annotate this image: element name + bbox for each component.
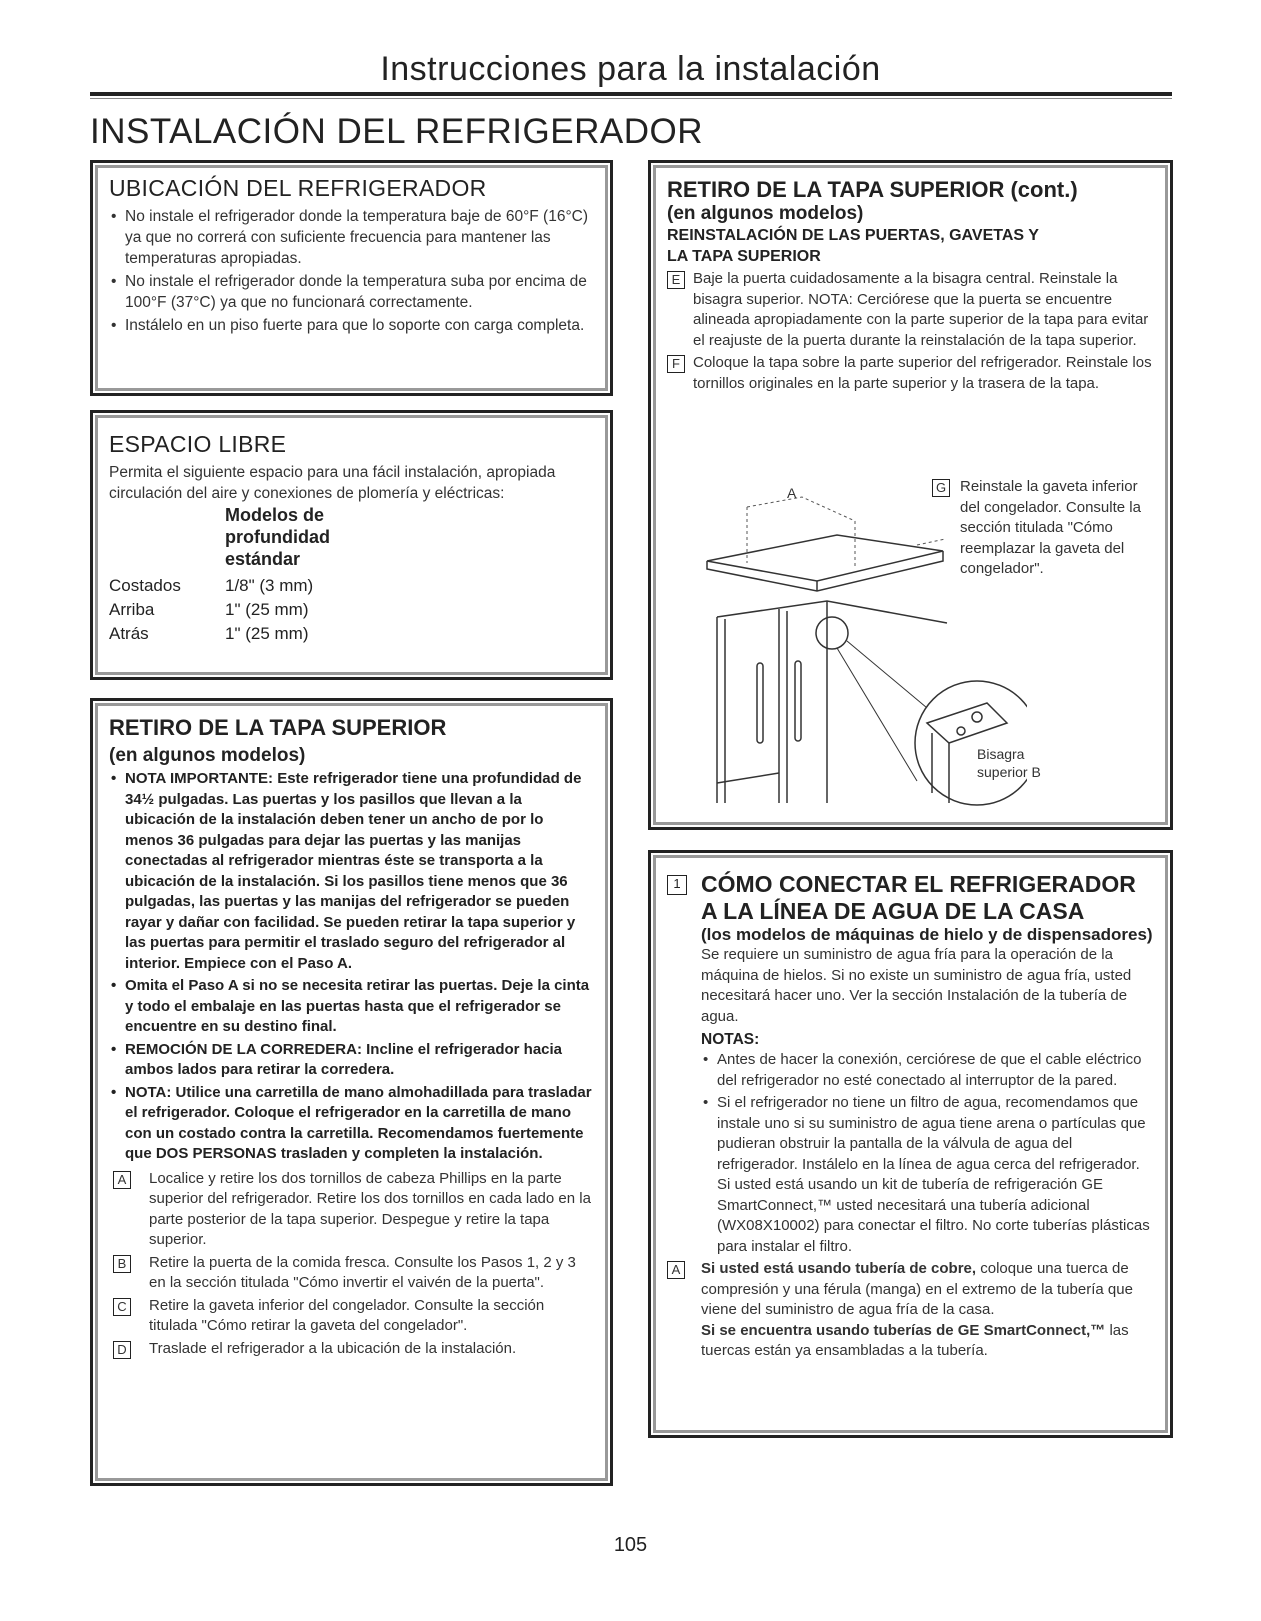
- figure-label-hinge: Bisagra superior B: [977, 746, 1041, 780]
- row-label: Arriba: [109, 600, 155, 619]
- row-value: 1/8" (3 mm): [225, 576, 314, 595]
- header-rule: [90, 92, 1172, 96]
- espacio-box: [90, 410, 613, 680]
- ubicacion-title: UBICACIÓN DEL REFRIGERADOR: [109, 175, 487, 201]
- hinge-detail-circle: [816, 617, 848, 649]
- list-item: • No instale el refrigerador donde la temperatura baje de 60°F (16°C) ya que no correrá con suficiente frecuencia para mantener las temperaturas apropiadas.: [109, 206, 594, 269]
- page-number: 105: [613, 1534, 648, 1556]
- retiro-cont-box: [648, 160, 1173, 830]
- figure-label-a: A: [787, 485, 797, 501]
- section-title: INSTALACIÓN DEL REFRIGERADOR: [90, 112, 703, 151]
- step-d: [109, 1339, 594, 1360]
- espacio-intro: Permita el siguiente espacio para una fácil instalación, apropiada circulación del aire y conexiones de plomería y eléctricas:: [109, 464, 556, 502]
- step-text: Localice y retire los dos tornillos de cabeza Phillips en la parte superior del refrigerador. Retire los dos tornillos en cada lado en la parte posterior de la tapa superior. Despegue y retire la tapa superior.: [149, 1169, 591, 1248]
- step-text: Traslade el refrigerador a la ubicación de la instalación.: [149, 1339, 517, 1357]
- notes-list: [667, 1050, 1154, 1257]
- header-rule-thin: [90, 98, 1172, 99]
- step-letter: F: [667, 355, 685, 373]
- table-row: [109, 574, 594, 598]
- retiro-cont-subtitle: (en algunos modelos): [667, 203, 864, 224]
- ubicacion-box: [90, 160, 613, 396]
- retiro-title: RETIRO DE LA TAPA SUPERIOR: [109, 715, 447, 740]
- table-row: [109, 622, 594, 646]
- conectar-title-line2: A LA LÍNEA DE AGUA DE LA CASA: [701, 898, 1085, 924]
- list-item: • Omita el Paso A si no se necesita retirar las puertas. Deje la cinta y todo el embalaje en las puertas hasta que el refrigerador se encuentre en su destino final.: [109, 976, 594, 1038]
- ubicacion-list: [109, 206, 594, 336]
- step-a-bold-2: Si se encuentra usando tuberías de GE SmartConnect,™: [701, 1321, 1106, 1339]
- step-text: Retire la puerta de la comida fresca. Consulte los Pasos 1, 2 y 3 en la sección titulada "Cómo invertir el vaivén de la puerta".: [149, 1253, 576, 1291]
- step-a-text-1: coloque una tuerca de compresión y una férula (manga) en el extremo de la tubería que viene del suministro de agua fría de la casa.: [701, 1260, 1133, 1318]
- step-letter: A: [113, 1171, 131, 1189]
- list-item: • No instale el refrigerador donde la temperatura suba por encima de 100°F (37°C) ya que no funcionará correctamente.: [109, 271, 594, 313]
- step-number-badge: 1: [667, 875, 687, 895]
- step-text: Baje la puerta cuidadosamente a la bisagra central. Reinstale la bisagra superior. NOTA: Cerciórese que la puerta se encuentre alineada apropiadamente con la parte superior de la tapa para evitar el reajuste de la puerta durante la reinstalación de la tapa superior.: [693, 270, 1149, 349]
- step-letter: G: [932, 479, 950, 497]
- notes-label: NOTAS:: [701, 1031, 760, 1048]
- table-row: [109, 598, 594, 622]
- espacio-column-header: Modelos de profundidad estándar: [225, 505, 330, 569]
- espacio-title: ESPACIO LIBRE: [109, 431, 287, 457]
- step-c: [109, 1296, 594, 1337]
- row-label: Atrás: [109, 624, 149, 643]
- conectar-intro: Se requiere un suministro de agua fría para la operación de la máquina de hielos. Si no existe un suministro de agua fría, usted necesitará hacer uno. Ver la sección Instalación de la tubería de agua.: [701, 946, 1132, 1025]
- retiro-cont-heading: REINSTALACIÓN DE LAS PUERTAS, GAVETAS Y LA TAPA SUPERIOR: [667, 227, 1039, 265]
- retiro-subtitle: (en algunos modelos): [109, 745, 306, 766]
- step-text: Reinstale la gaveta inferior del congelador. Consulte la sección titulada "Cómo reemplazar la gaveta del congelador".: [960, 478, 1141, 577]
- step-letter: D: [113, 1341, 131, 1359]
- step-a-text-2: las tuercas están ya ensambladas a la tubería.: [701, 1321, 1129, 1359]
- list-item: • NOTA IMPORTANTE: Este refrigerador tiene una profundidad de 34½ pulgadas. Las puertas y los pasillos que llevan a la ubicación de la instalación deben tener un ancho de por lo menos 36 pulgadas para dejar las puertas y las manijas conectadas al refrigerador mientras éste se transporta a la ubicación de la instalación. Si los pasillos tiene menos que 36 pulgadas, las puertas y las manijas del refrigerador se pueden rayar y dañar con facilidad. Se pueden retirar la tapa superior y las puertas para permitir el traslado seguro del refrigerador al interior. Empiece con el Paso A.: [109, 769, 594, 974]
- retiro-box: [90, 698, 613, 1486]
- list-item: • Instálelo en un piso fuerte para que lo soporte con carga completa.: [109, 315, 594, 336]
- page-header-title: Instrucciones para la instalación: [380, 50, 881, 88]
- row-value: 1" (25 mm): [225, 600, 309, 619]
- list-item: • REMOCIÓN DE LA CORREDERA: Incline el refrigerador hacia ambos lados para retirar la corredera.: [109, 1040, 594, 1081]
- list-item: • NOTA: Utilice una carretilla de mano almohadillada para trasladar el refrigerador. Coloque el refrigerador en la carretilla de mano con un costado contra la carretilla. Recomendamos fuertemente que DOS PERSONAS trasladen y completen la instalación.: [109, 1083, 594, 1165]
- conectar-subtitle: (los modelos de máquinas de hielo y de dispensadores): [701, 925, 1153, 944]
- step-e: [667, 269, 1154, 351]
- top-cover-shape: [707, 535, 943, 591]
- refrigerator-top-cover-figure: [687, 473, 1027, 813]
- conectar-title-line1: CÓMO CONECTAR EL REFRIGERADOR: [701, 871, 1136, 897]
- list-item: • Si el refrigerador no tiene un filtro de agua, recomendamos que instale uno si su suministro de agua tiene arena o partículas que pudieran obstruir la pantalla de la válvula de agua del refrigerador. Instálelo en la línea de agua cerca del refrigerador. Si usted está usando un kit de tubería de refrigeración GE SmartConnect,™ usted necesitará una tubería adicional (WX08X10002) para conectar el filtro. No corte tuberías plásticas para instalar el filtro.: [701, 1093, 1154, 1257]
- step-a-bold-1: Si usted está usando tubería de cobre,: [701, 1260, 977, 1277]
- step-a: [109, 1169, 594, 1251]
- step-letter: E: [667, 271, 685, 289]
- row-label: Costados: [109, 576, 181, 595]
- step-letter: C: [113, 1298, 131, 1316]
- row-value: 1" (25 mm): [225, 624, 309, 643]
- step-text: Coloque la tapa sobre la parte superior del refrigerador. Reinstale los tornillos originales en la parte superior y la trasera de la tapa.: [693, 354, 1152, 392]
- step-text: Retire la gaveta inferior del congelador. Consulte la sección titulada "Cómo retirar la gaveta del congelador".: [149, 1296, 545, 1334]
- conectar-step-a: [667, 1259, 1154, 1362]
- step-letter: A: [667, 1261, 685, 1279]
- espacio-table: [109, 574, 594, 646]
- list-item: • Antes de hacer la conexión, cerciórese de que el cable eléctrico del refrigerador no esté conectado al interruptor de la pared.: [701, 1050, 1154, 1091]
- retiro-cont-title: RETIRO DE LA TAPA SUPERIOR (cont.): [667, 177, 1078, 202]
- step-b: [109, 1253, 594, 1294]
- conectar-box: [648, 850, 1173, 1438]
- step-letter: B: [113, 1255, 131, 1273]
- step-f: [667, 353, 1154, 394]
- retiro-list: [109, 769, 594, 1165]
